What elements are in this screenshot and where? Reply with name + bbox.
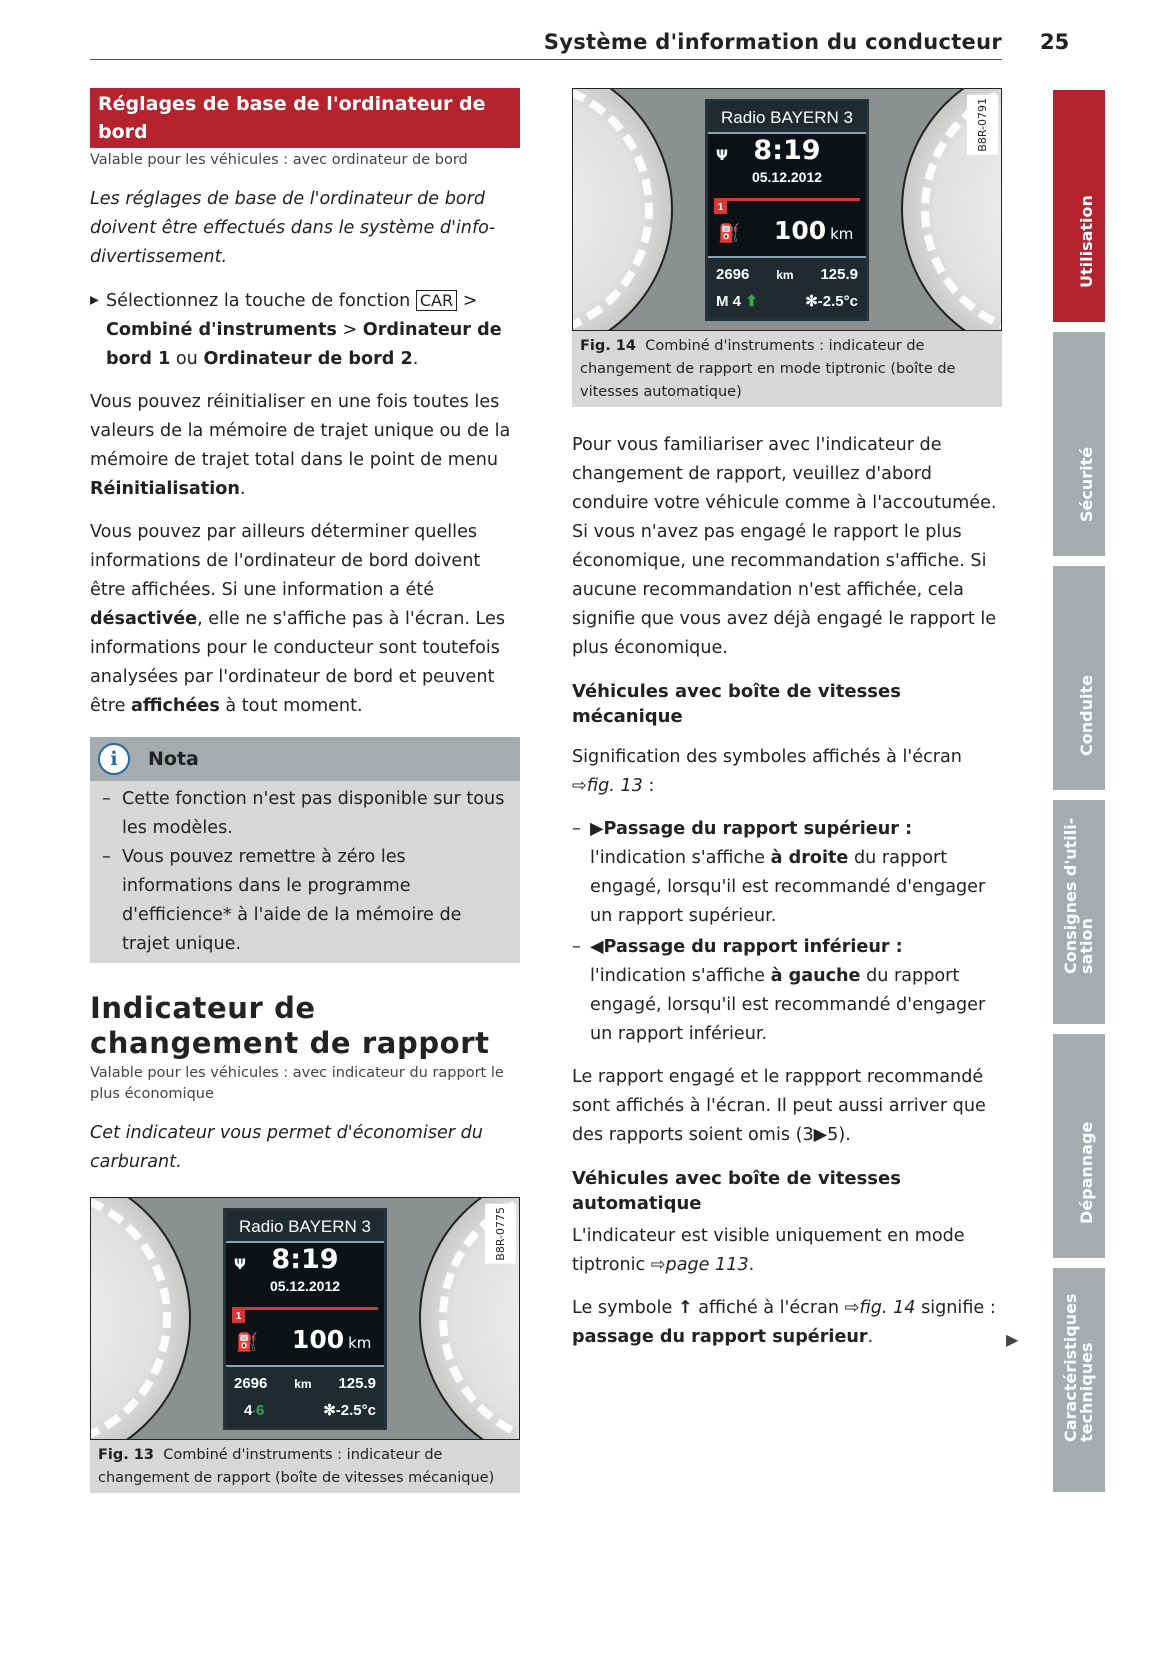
subheading: Véhicules avec boîte de vitesses mécanique xyxy=(572,681,901,727)
left-gauge xyxy=(572,88,673,331)
paragraph: Le rapport engagé et le rappport recommandé sont affichés à l'écran. Il peut aussi arriver que des rapports soient omis (3▶5). xyxy=(572,1067,986,1145)
figure-link[interactable]: ⇨fig. 14 xyxy=(844,1298,916,1318)
validity-note: Valable pour les véhicules : avec indicateur du rapport le plus économique xyxy=(90,1065,504,1102)
validity-note: Valable pour les véhicules : avec ordinateur de bord xyxy=(90,152,468,168)
fuel-icon: ⛽ xyxy=(718,223,740,243)
figure-caption: Fig. 13 Combiné d'instruments : indicateur de changement de rapport (boîte de vitesses mécanique) xyxy=(98,1447,495,1486)
figure-14 xyxy=(572,88,1002,407)
downshift-icon: ◀ xyxy=(590,937,604,957)
driver-display: Radio BAYERN 3 Ψ 8:19 05.12.2012 1 ⛽ 100 km 2696 km 125.9 4·6 ✻-2.5°c xyxy=(223,1208,387,1430)
current-gear: M 4 xyxy=(716,293,742,310)
current-gear: 4 xyxy=(244,1402,253,1419)
paragraph: Pour vous familiariser avec l'indicateur de changement de rapport, veuillez d'abord conduire votre véhicule comme à l'accoutumée. Si vous n'avez pas engagé le rapport le plus économique, une recommandation s'affiche. Si aucune recommandation n'est affichée, cela signifie que vous avez déjà engagé le rapport le plus économique. xyxy=(572,435,997,658)
note-title: Nota xyxy=(148,747,199,770)
up-arrow-icon: ↑ xyxy=(677,1298,693,1318)
page-header xyxy=(90,28,1002,60)
figure-13 xyxy=(90,1197,520,1493)
instruction-step: ▸ Sélectionnez la touche de fonction CAR > Combiné d'instruments > Ordinateur de bord 1 ou Ordinateur de bord 2. xyxy=(90,286,520,374)
clock: 8:19 xyxy=(271,1244,339,1275)
snowflake-icon: ✻ xyxy=(805,293,818,310)
paragraph: Vous pouvez réinitialiser en une fois toutes les valeurs de la mémoire de trajet unique ou de la mémoire de trajet total dans le point de menu Réinitialisation. xyxy=(90,392,511,499)
figure-caption: Fig. 14 Combiné d'instruments : indicateur de changement de rapport en mode tiptronic (boîte de vitesses automatique) xyxy=(580,338,956,400)
tab-depannage[interactable]: Dépannage xyxy=(1053,1034,1105,1258)
paragraph: Vous pouvez par ailleurs déterminer quelles informations de l'ordinateur de bord doivent être affichées. Si une information a été désactivée, elle ne s'affiche pas à l'écran. Les informations pour le conducteur sont toutefois analysées par l'ordinateur de bord et peuvent être affichées à tout moment. xyxy=(90,522,506,716)
list-item: – ◀Passage du rapport inférieur : l'indication s'affiche à gauche du rapport engagé, lorsqu'il est recommandé d'engager un rapport inférieur. xyxy=(572,933,1002,1049)
segment-badge: 1 xyxy=(714,201,727,214)
chapter-heading: Indicateur de changement de rapport xyxy=(90,991,490,1060)
intro-text: Les réglages de base de l'ordinateur de bord doivent être effectués dans le système d'info-divertissement. xyxy=(90,189,496,267)
station-name: Radio BAYERN 3 xyxy=(226,1211,384,1243)
note-item: – Vous pouvez remettre à zéro les informations dans le programme d'efficience* à l'aide de la mémoire de trajet unique. xyxy=(120,843,512,959)
odometer-unit: km xyxy=(294,1377,312,1391)
header-title: Système d'information du conducteur xyxy=(543,30,1002,54)
instrument-cluster-image xyxy=(572,88,1002,331)
temperature: -2.5°c xyxy=(335,1402,376,1419)
range-value: 100 xyxy=(291,1325,345,1354)
tab-caracteristiques[interactable]: Caractéristiques techniques xyxy=(1053,1268,1105,1492)
continue-arrow-icon: ▶ xyxy=(1006,1330,1019,1349)
antenna-icon: Ψ xyxy=(234,1257,246,1273)
snowflake-icon: ✻ xyxy=(323,1402,336,1419)
tab-consignes[interactable]: Consignes d'utili- sation xyxy=(1053,800,1105,1024)
date: 05.12.2012 xyxy=(751,169,823,185)
instrument-cluster-image xyxy=(90,1197,520,1440)
list-item: – ▶Passage du rapport supérieur : l'indication s'affiche à droite du rapport engagé, lorsqu'il est recommandé d'engager un rapport supérieur. xyxy=(572,815,1002,931)
tab-utilisation[interactable]: Utilisation xyxy=(1053,90,1105,322)
right-column xyxy=(572,88,1002,1352)
temperature: -2.5°c xyxy=(817,293,858,310)
page-link[interactable]: ⇨page 113 xyxy=(650,1255,749,1275)
car-key: CAR xyxy=(416,290,457,311)
note-item: – Cette fonction n'est pas disponible sur tous les modèles. xyxy=(120,785,512,843)
odometer: 2696 xyxy=(234,1375,268,1392)
intro-text: Cet indicateur vous permet d'économiser du carburant. xyxy=(90,1123,483,1172)
range-unit: km xyxy=(348,1334,372,1352)
upshift-arrow-icon: ⬆ xyxy=(745,293,758,310)
tab-conduite[interactable]: Conduite xyxy=(1053,566,1105,790)
date: 05.12.2012 xyxy=(269,1278,341,1294)
left-column xyxy=(90,88,520,1493)
trip: 125.9 xyxy=(338,1375,376,1392)
tab-securite[interactable]: Sécurité xyxy=(1053,332,1105,556)
paragraph: Signification des symboles affichés à l'écran ⇨fig. 13 : xyxy=(572,747,962,796)
recommended-gear: 6 xyxy=(256,1402,265,1419)
paragraph: L'indicateur est visible uniquement en mode tiptronic ⇨page 113. xyxy=(572,1226,965,1275)
section-title: Réglages de base de l'ordinateur de bord xyxy=(90,88,520,148)
note-box xyxy=(90,737,520,963)
range-unit: km xyxy=(830,225,854,243)
left-gauge xyxy=(90,1197,191,1440)
fuel-icon: ⛽ xyxy=(236,1332,258,1352)
odometer-unit: km xyxy=(776,268,794,282)
antenna-icon: Ψ xyxy=(716,148,728,164)
clock: 8:19 xyxy=(753,135,821,166)
upshift-icon: ▶ xyxy=(590,819,604,839)
odometer: 2696 xyxy=(716,266,750,283)
page-number: 25 xyxy=(1040,30,1070,54)
figure-code: B8R-0791 xyxy=(967,95,998,155)
trip: 125.9 xyxy=(820,266,858,283)
figure-code: B8R-0775 xyxy=(485,1204,516,1264)
info-icon: i xyxy=(98,743,130,775)
figure-link[interactable]: ⇨fig. 13 xyxy=(572,776,643,796)
subheading: Véhicules avec boîte de vitesses automatique xyxy=(572,1168,901,1214)
driver-display xyxy=(705,99,869,321)
range-value: 100 xyxy=(773,216,827,245)
segment-badge: 1 xyxy=(232,1310,245,1323)
paragraph: Le symbole ↑ affiché à l'écran ⇨fig. 14 signifie : passage du rapport supérieur. xyxy=(572,1298,996,1347)
station-name: Radio BAYERN 3 xyxy=(708,102,866,134)
